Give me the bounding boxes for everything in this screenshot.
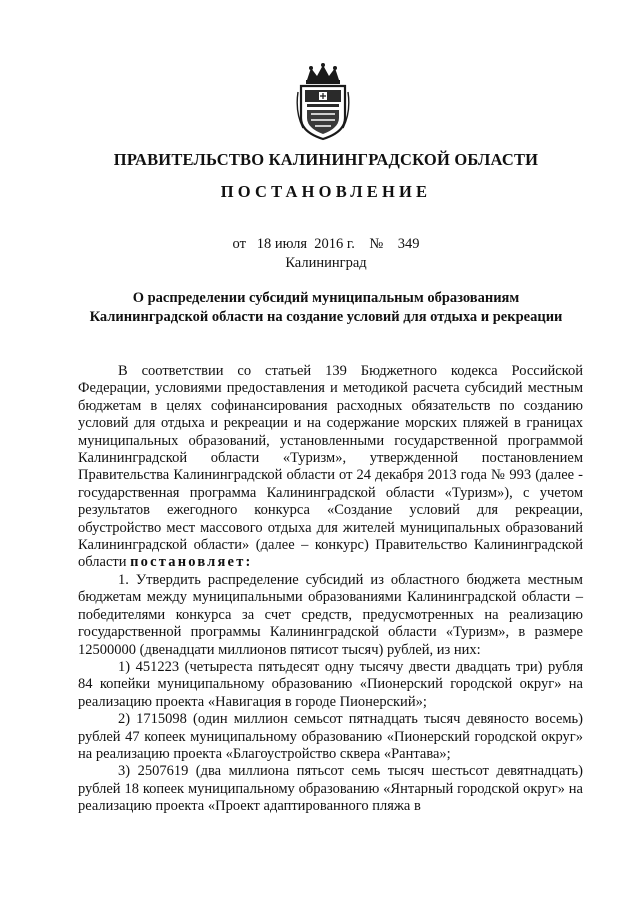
document-type-heading: ПОСТАНОВЛЕНИЕ: [220, 182, 432, 201]
subject-line-2: Калининградской области на создание условий для отдыха и рекреации: [89, 309, 563, 325]
item-1-1-paragraph: 1) 451223 (четыреста пятьдесят одну тысячу двести двадцать три) рубля 84 копейки муниципальному образованию «Пионерский городской округ» на реализацию проекта «Навигация в городе Пионерский»;: [78, 658, 583, 710]
preamble-text: В соответствии со статьей 139 Бюджетного кодекса Российской Федерации, условиями предоставления и методикой расчета субсидий местным бюджетам в целях софинансирования расходных обязательств по созданию условий для отдыха и рекреации и на содержание морских пляжей в границах муниципальных образований, установленными государственной программой Калининградской области «Туризм», утвержденной постановлением Правительства Калининградской области от 24 декабря 2013 года № 993 (далее - государственная программа Калининградской области «Туризм»), с учетом результатов ежегодного конкурса «Создание условий для рекреации, обустройство мест массового отдыха для жителей муниципальных образований Калининградской области» (далее – конкурс) Правительство Калининградской области: [78, 363, 583, 571]
kaliningrad-coat-of-arms-icon: [293, 62, 353, 142]
subject-line-1: О распределении субсидий муниципальным образованиям: [132, 290, 520, 306]
number-sign: №: [369, 236, 384, 252]
city-name: Калининград: [285, 255, 367, 271]
item-1-paragraph: 1. Утвердить распределение субсидий из областного бюджета местным бюджетам между муниципальными образованиями Калининградской области – победителями конкурса за счет средств, предусмотренных на реализацию государственной программы Калининградской области «Туризм», в размере 12500000 (двенадцати миллионов пятисот тысяч) рублей, из них:: [78, 571, 583, 658]
government-title: ПРАВИТЕЛЬСТВО КАЛИНИНГРАДСКОЙ ОБЛАСТИ: [113, 150, 539, 169]
document-number: 349: [397, 236, 420, 252]
document-body: [78, 363, 583, 816]
item-1-2-paragraph: 2) 1715098 (один миллион семьсот пятнадцать тысяч девяносто восемь) рублей 47 копеек муниципальному образованию «Пионерский городской округ» на реализацию проекта «Благоустройство сквера «Рантава»;: [78, 711, 583, 762]
date-prefix: от: [232, 236, 246, 252]
preamble-paragraph: [78, 363, 583, 572]
document-date: 18 июля 2016 г.: [256, 236, 355, 252]
item-1-3-paragraph: 3) 2507619 (два миллиона пятьсот семь тысяч шестьсот девятнадцать) рублей 18 копеек муниципальному образованию «Янтарный городской округ» на реализацию проекта «Проект адаптированного пляжа в: [78, 763, 583, 815]
document-subject: [6, 289, 640, 327]
decree-word: постановляет:: [130, 554, 253, 571]
date-line: [6, 236, 640, 253]
